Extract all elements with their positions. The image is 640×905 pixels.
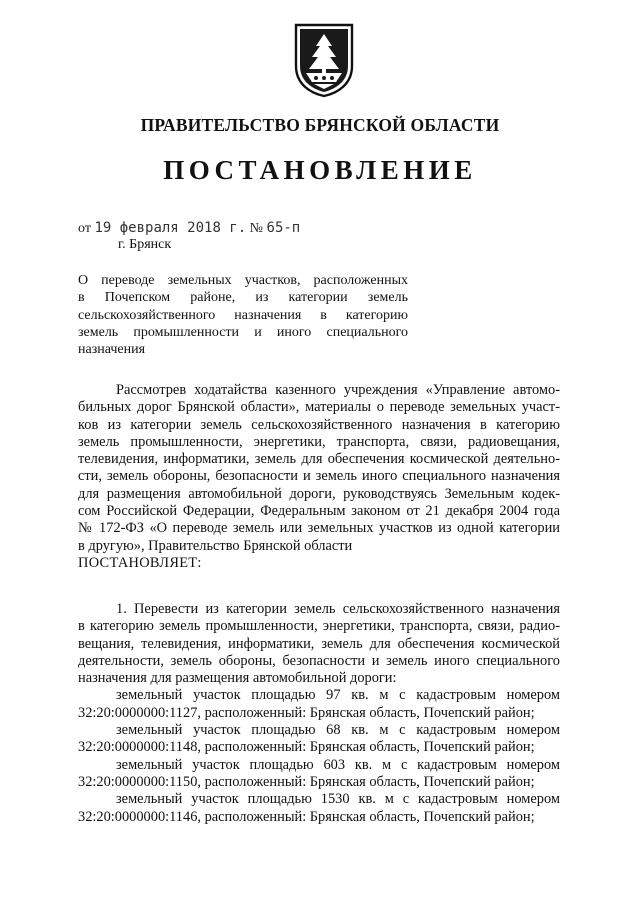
number-prefix: № xyxy=(249,221,264,236)
organization-title: ПРАВИТЕЛЬСТВО БРЯНСКОЙ ОБЛАСТИ xyxy=(140,115,500,135)
item-line: в категорию земель промышленности, энергетики, транспорта, связи, радио- xyxy=(78,618,560,635)
preamble-paragraph xyxy=(78,382,560,572)
coat-of-arms-emblem xyxy=(292,22,356,98)
item-line: 1. Перевести из категории земель сельскохозяйственного назначения xyxy=(116,601,560,617)
document-subject xyxy=(78,272,408,358)
preamble-line: бильных дорог Брянской области», материалы о переводе земельных участ- xyxy=(78,399,560,416)
preamble-line: сти, земель обороны, безопасности и земель иного специального назначения xyxy=(78,468,560,485)
preamble-line: Рассмотрев ходатайства казенного учреждения «Управление автомо- xyxy=(116,382,560,398)
subject-line: земель промышленности и иного специального xyxy=(78,324,408,340)
resolves-heading: ПОСТАНОВЛЯЕТ: xyxy=(78,554,202,571)
parcel-line: земельный участок площадью 1530 кв. м с кадастровым номером xyxy=(116,791,560,808)
preamble-line: ков из категории земель сельскохозяйственного назначения в категорию xyxy=(78,416,560,433)
subject-line: назначения xyxy=(78,342,146,358)
parcel-line: 32:20:0000000:1148, расположенный: Брянская область, Почепский район; xyxy=(78,739,535,756)
item-1-paragraph xyxy=(78,601,560,826)
document-number: 65-п xyxy=(266,220,301,236)
item-line: деятельности, земель обороны, безопасности и земель иного специального xyxy=(78,652,560,669)
preamble-line: № 172-ФЗ «О переводе земель или земельных участков из одной категории xyxy=(78,520,560,537)
document-type-title: ПОСТАНОВЛЕНИЕ xyxy=(163,155,477,185)
date-prefix: от xyxy=(78,221,91,236)
parcel-line: земельный участок площадью 603 кв. м с кадастровым номером xyxy=(116,756,560,773)
preamble-line: сом Российской Федерации, Федеральным законом от 21 декабря 2004 года xyxy=(78,503,560,520)
subject-line: сельскохозяйственного назначения в категорию xyxy=(78,307,408,323)
preamble-line: телевидения, информатики, земель для обеспечения космической деятельно- xyxy=(78,451,560,468)
subject-line: в Почепском районе, из категории земель xyxy=(78,290,408,306)
preamble-line: для размещения автомобильной дороги, руководствуясь Земельным кодек- xyxy=(78,485,560,502)
item-line: вещания, телевидения, информатики, земель для обеспечения космической xyxy=(78,635,560,652)
date-number-line xyxy=(78,220,300,237)
parcel-line: 32:20:0000000:1150, расположенный: Брянская область, Почепский район; xyxy=(78,773,535,790)
preamble-line: земель промышленности, энергетики, транспорта, связи, радиовещания, xyxy=(78,433,560,450)
parcel-line: 32:20:0000000:1127, расположенный: Брянская область, Почепский район; xyxy=(78,704,535,721)
item-line: назначения для размещения автомобильной дороги: xyxy=(78,670,397,687)
parcel-line: земельный участок площадью 97 кв. м с кадастровым номером xyxy=(116,687,560,704)
parcel-line: 32:20:0000000:1146, расположенный: Брянская область, Почепский район; xyxy=(78,808,535,825)
preamble-line: в другую», Правительство Брянской области xyxy=(78,537,353,554)
date-value: 19 февраля 2018 г. xyxy=(94,220,247,236)
parcel-line: земельный участок площадью 68 кв. м с кадастровым номером xyxy=(116,722,560,739)
city: г. Брянск xyxy=(118,237,172,252)
subject-line: О переводе земельных участков, расположенных xyxy=(78,273,408,288)
